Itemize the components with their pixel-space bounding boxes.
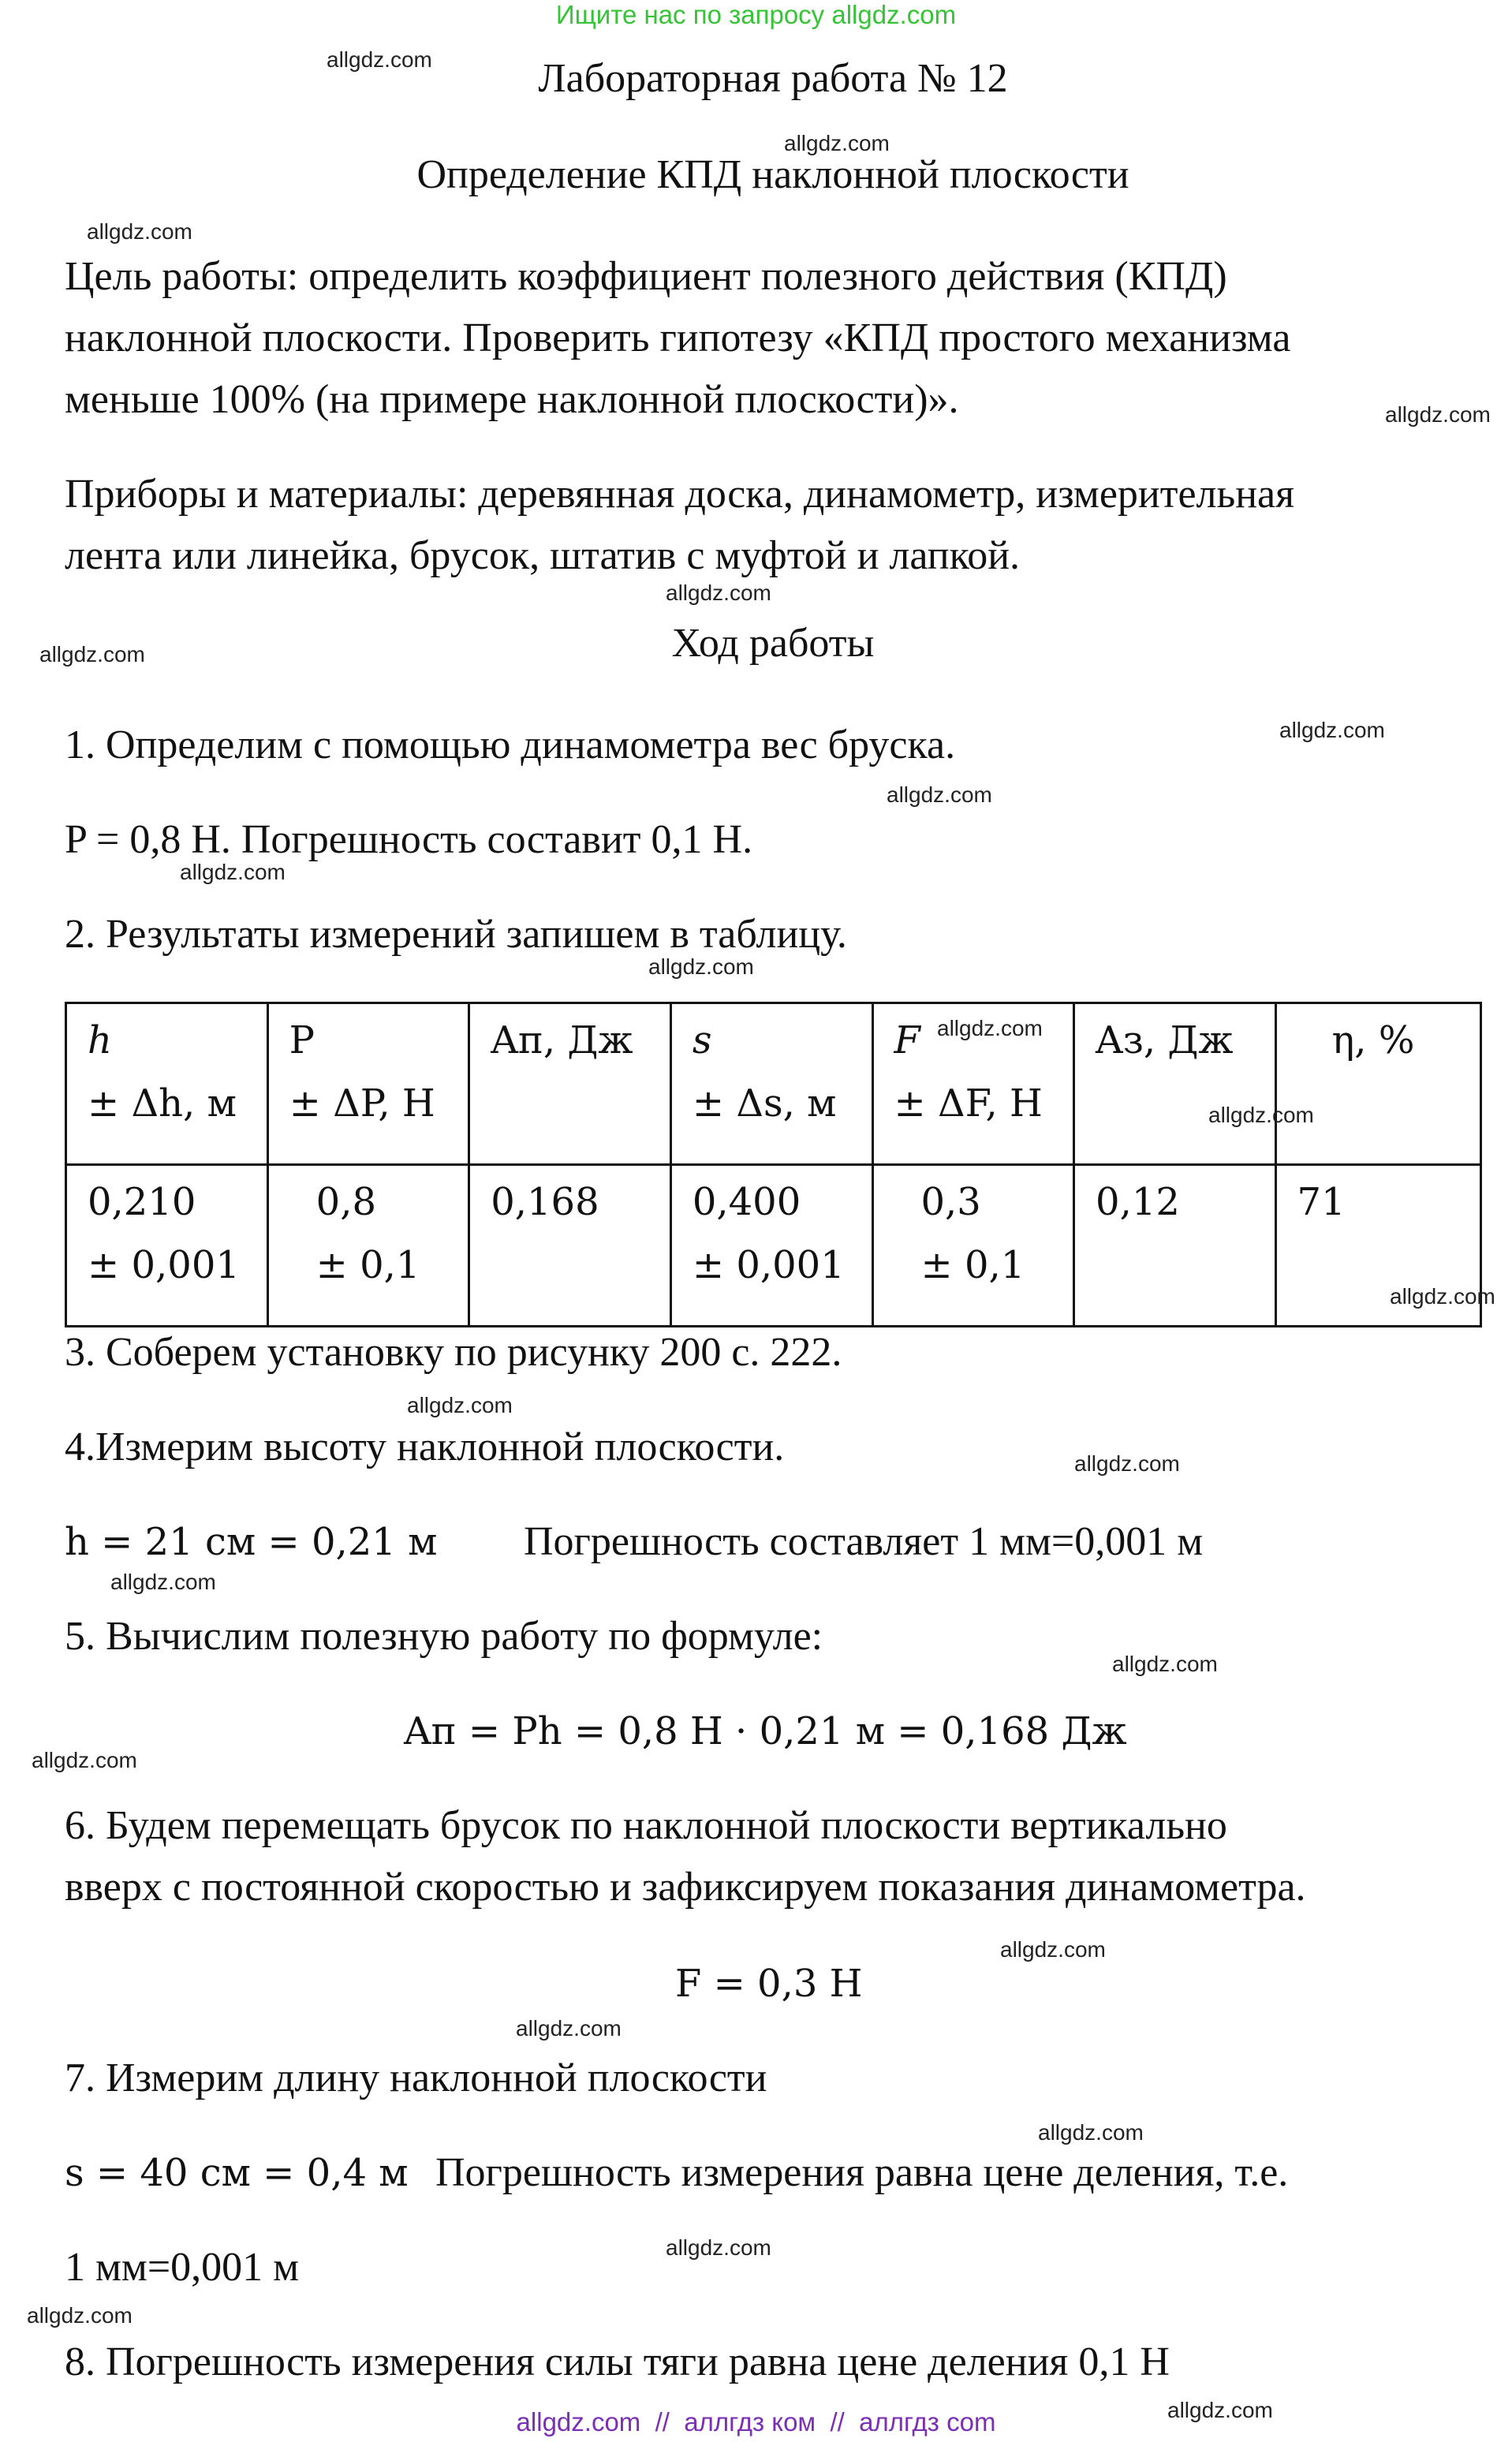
watermark: allgdz.com	[887, 782, 992, 807]
watermark: allgdz.com	[1385, 402, 1491, 427]
watermark: allgdz.com	[1038, 2120, 1144, 2145]
header-cell-efficiency: η, %	[1275, 1003, 1480, 1165]
value-cell-efficiency: 71	[1275, 1165, 1480, 1327]
watermark: allgdz.com	[27, 2303, 133, 2328]
watermark: allgdz.com	[110, 1570, 216, 1594]
header-cell-useful-work: Aп, Дж	[469, 1003, 671, 1165]
header-cell-p: P ± ΔP, Н	[267, 1003, 469, 1165]
work-formula: Aп = Ph = 0,8 Н · 0,21 м = 0,168 Дж	[404, 1709, 1127, 1753]
value-cell-f: 0,3 ± 0,1	[872, 1165, 1074, 1327]
watermark: allgdz.com	[32, 1748, 137, 1772]
goal-line-2: наклонной плоскости. Проверить гипотезу «КПД простого механизма	[65, 316, 1291, 360]
watermark: allgdz.com	[1112, 1652, 1218, 1676]
watermark: allgdz.com	[407, 1393, 513, 1417]
page-title: Лабораторная работа № 12	[538, 56, 1008, 101]
step-5: 5. Вычислим полезную работу по формуле:	[65, 1614, 823, 1659]
watermark: allgdz.com	[1167, 2398, 1273, 2422]
progress-heading: Ход работы	[671, 621, 875, 666]
length-error-value: 1 мм=0,001 м	[65, 2245, 300, 2290]
watermark: allgdz.com	[1279, 718, 1385, 742]
footer-links[interactable]: allgdz.com // аллгдз ком // аллгдз com	[516, 2407, 996, 2436]
force-formula: F = 0,3 Н	[675, 1962, 863, 2006]
watermark: allgdz.com	[1208, 1103, 1314, 1127]
step-3: 3. Соберем установку по рисунку 200 с. 222.	[65, 1330, 842, 1375]
results-table	[65, 1002, 1482, 1327]
watermark: allgdz.com	[666, 2235, 771, 2260]
step-7: 7. Измерим длину наклонной плоскости	[65, 2056, 767, 2100]
weight-result: P = 0,8 Н. Погрешность составит 0,1 Н.	[65, 817, 753, 862]
watermark: allgdz.com	[1000, 1937, 1106, 1962]
value-cell-p: 0,8 ± 0,1	[267, 1165, 469, 1327]
value-cell-h: 0,210 ± 0,001	[66, 1165, 268, 1327]
watermark: allgdz.com	[648, 954, 754, 979]
watermark: allgdz.com	[516, 2016, 622, 2041]
value-cell-s: 0,400 ± 0,001	[670, 1165, 872, 1327]
header-search-link[interactable]: Ищите нас по запросу allgdz.com	[555, 0, 957, 29]
height-formula: h = 21 см = 0,21 м	[65, 1520, 438, 1564]
step-6-line-1: 6. Будем перемещать брусок по наклонной плоскости вертикально	[65, 1803, 1227, 1848]
watermark: allgdz.com	[784, 131, 890, 155]
step-1: 1. Определим с помощью динамометра вес бруска.	[65, 723, 956, 767]
length-formula: s = 40 см = 0,4 м	[65, 2151, 409, 2195]
header-cell-f: F ± ΔF, Н	[872, 1003, 1074, 1165]
watermark: allgdz.com	[180, 860, 286, 884]
watermark: allgdz.com	[1390, 1284, 1495, 1309]
page-subtitle: Определение КПД наклонной плоскости	[416, 152, 1129, 197]
goal-line-1: Цель работы: определить коэффициент полезного действия (КПД)	[65, 254, 1227, 299]
table-header-row	[66, 1003, 1481, 1165]
step-4: 4.Измерим высоту наклонной плоскости.	[65, 1424, 785, 1469]
table-row	[66, 1165, 1481, 1327]
step-2: 2. Результаты измерений запишем в таблицу.	[65, 912, 847, 957]
watermark: allgdz.com	[327, 47, 432, 72]
header-cell-s: s ± Δs, м	[670, 1003, 872, 1165]
watermark: allgdz.com	[39, 642, 145, 667]
step-6-line-2: вверх с постоянной скоростью и зафиксируем показания динамометра.	[65, 1865, 1306, 1910]
header-cell-spent-work: Aз, Дж	[1074, 1003, 1276, 1165]
height-error: Погрешность составляет 1 мм=0,001 м	[524, 1519, 1204, 1564]
watermark: allgdz.com	[937, 1016, 1043, 1040]
materials-line-2: лента или линейка, брусок, штатив с муфтой и лапкой.	[65, 533, 1021, 578]
watermark: allgdz.com	[666, 581, 771, 605]
materials-line-1: Приборы и материалы: деревянная доска, динамометр, измерительная	[65, 472, 1295, 517]
value-cell-spent-work: 0,12	[1074, 1165, 1276, 1327]
watermark: allgdz.com	[1074, 1451, 1180, 1476]
length-error: Погрешность измерения равна цене деления, т.е.	[435, 2150, 1289, 2195]
step-8: 8. Погрешность измерения силы тяги равна цене деления 0,1 Н	[65, 2339, 1170, 2384]
goal-line-3: меньше 100% (на примере наклонной плоскости)».	[65, 377, 959, 422]
value-cell-useful-work: 0,168	[469, 1165, 671, 1327]
watermark: allgdz.com	[87, 219, 192, 244]
header-cell-h: h ± Δh, м	[66, 1003, 268, 1165]
